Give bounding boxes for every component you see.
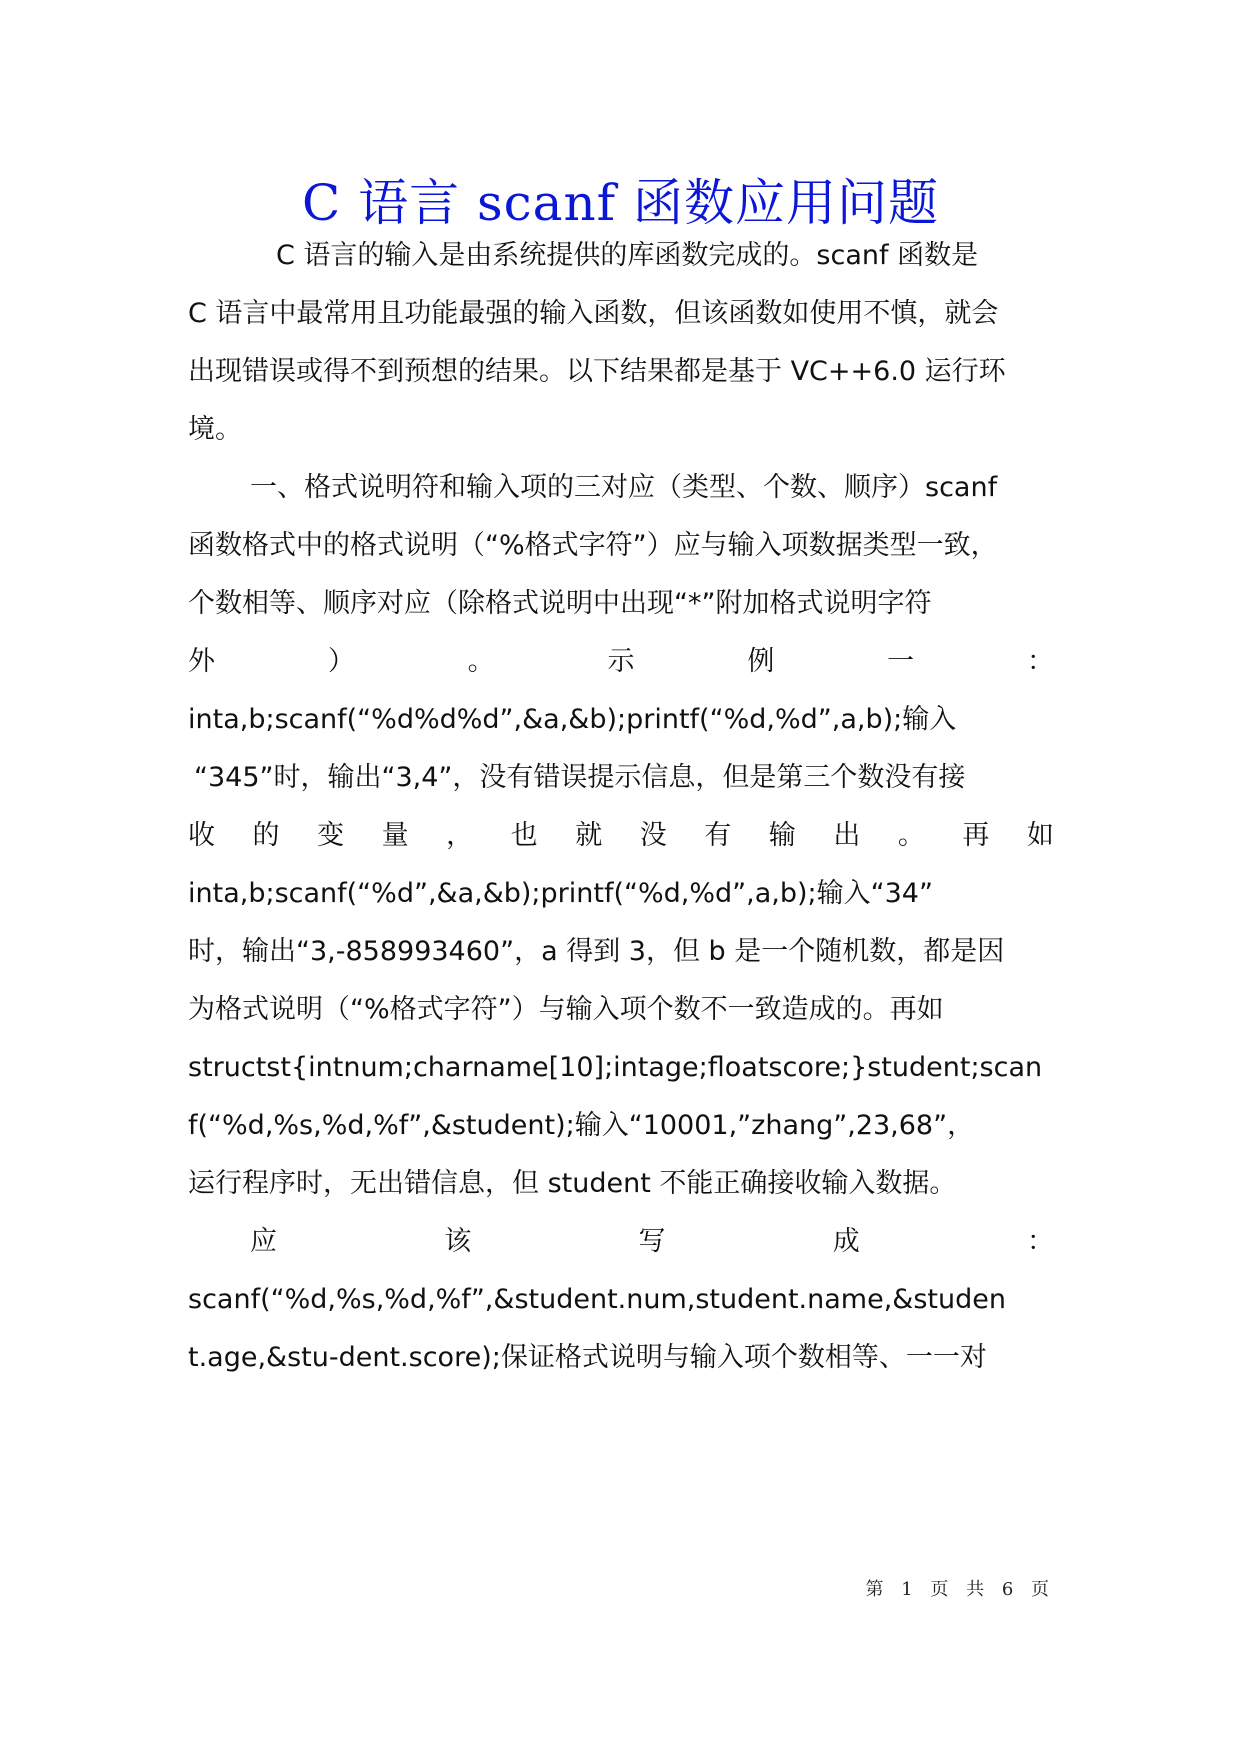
- paragraph-line: 个数相等、顺序对应（除格式说明中出现“*”附加格式说明字符: [188, 588, 932, 619]
- spread-char: 没: [639, 820, 667, 851]
- paragraph-line: C 语言中最常用且功能最强的输入函数，但该函数如使用不慎，就会: [188, 298, 999, 329]
- spread-char: 也: [510, 820, 538, 851]
- paragraph-line: inta,b;scanf(“%d%d%d”,&a,&b);printf(“%d,%d”,a,b);输入: [188, 704, 957, 735]
- spread-char: 示: [607, 646, 635, 677]
- spread-char: 写: [638, 1226, 666, 1257]
- spread-char: 的: [252, 820, 280, 851]
- paragraph-line: 函数格式中的格式说明（“%格式字符”）应与输入项数据类型一致，: [188, 530, 998, 561]
- spread-char: 。: [897, 820, 925, 851]
- spread-char: 应: [250, 1226, 277, 1257]
- spread-char: 就: [575, 820, 603, 851]
- spread-char: 一: [887, 646, 915, 677]
- spread-char: 再: [962, 820, 990, 851]
- spread-char: 该: [444, 1226, 472, 1257]
- spread-char: 出: [833, 820, 861, 851]
- paragraph-line: 境。: [188, 414, 242, 445]
- spread-char: ：: [1026, 646, 1054, 677]
- paragraph-line: 运行程序时，无出错信息，但 student 不能正确接收输入数据。: [188, 1168, 957, 1199]
- spread-char: 外: [188, 646, 215, 677]
- paragraph-line: scanf(“%d,%s,%d,%f”,&student.num,student.name,&studen: [188, 1284, 1006, 1315]
- spread-char: 变: [317, 820, 345, 851]
- spread-char: 量: [381, 820, 409, 851]
- paragraph-line: t.age,&stu-dent.score);保证格式说明与输入项个数相等、一一对: [188, 1342, 987, 1373]
- spread-line: [188, 816, 1054, 856]
- spread-char: 有: [704, 820, 732, 851]
- page-number-footer: 第 1 页 共 6 页: [865, 1579, 1055, 1600]
- paragraph-line: f(“%d,%s,%d,%f”,&student);输入“10001,”zhang”,23,68”，: [188, 1110, 975, 1141]
- spread-char: ，: [446, 820, 474, 851]
- paragraph-line: C 语言的输入是由系统提供的库函数完成的。scanf 函数是: [276, 240, 979, 271]
- spread-char: 输: [768, 820, 796, 851]
- paragraph-line: structst{intnum;charname[10];intage;floatscore;}student;scan: [188, 1052, 1043, 1083]
- paragraph-line: inta,b;scanf(“%d”,&a,&b);printf(“%d,%d”,a,b);输入“34”: [188, 878, 933, 909]
- spread-char: 收: [188, 820, 215, 851]
- spread-char: 例: [747, 646, 775, 677]
- spread-char: ）: [327, 646, 355, 677]
- spread-char: 如: [1026, 820, 1054, 851]
- spread-char: 。: [467, 646, 495, 677]
- spread-line: [188, 642, 1054, 682]
- spread-line: [188, 1222, 1054, 1262]
- paragraph-line: 为格式说明（“%格式字符”）与输入项个数不一致造成的。再如: [188, 994, 944, 1025]
- paragraph-line: 时，输出“3,-858993460”，a 得到 3，但 b 是一个随机数，都是因: [188, 936, 1005, 967]
- spread-char: ：: [1027, 1226, 1054, 1257]
- paragraph-line: 一、格式说明符和输入项的三对应（类型、个数、顺序）scanf: [250, 472, 998, 503]
- paragraph-line: 出现错误或得不到预想的结果。以下结果都是基于 VC++6.0 运行环: [188, 356, 1006, 387]
- spread-char: 成: [832, 1226, 860, 1257]
- document-title: C 语言 scanf 函数应用问题: [301, 174, 940, 232]
- paragraph-line: “345”时，输出“3,4”，没有错误提示信息，但是第三个数没有接: [194, 762, 966, 793]
